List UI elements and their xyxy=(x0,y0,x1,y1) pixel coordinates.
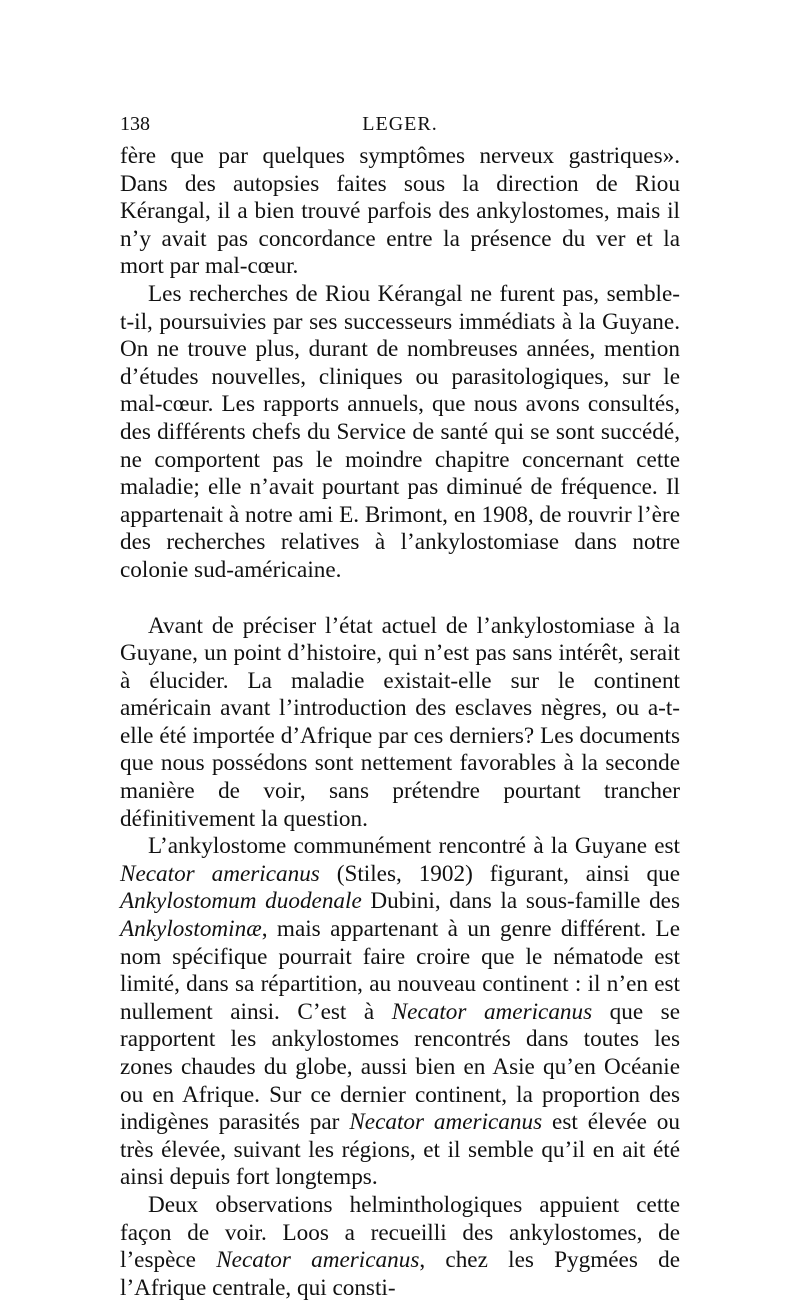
text-run: fère que par quelques symptômes nerveux gastriques». Dans des autopsies faites sous la direction de Riou Kérangal, il a bien trouvé parfois des ankylostomes, mais il n’y avait pas concordance entre la présence du ver et la mort par mal-cœur. xyxy=(120,143,680,280)
text-run: Dubini, dans la sous-famille des xyxy=(361,888,680,915)
text-run: Deux observations helminthologiques appuient cette façon de voir. Loos a recueilli des ankylostomes, de l’espèce xyxy=(120,1191,680,1274)
body-text xyxy=(120,143,680,1302)
paragraph xyxy=(120,1192,680,1302)
italic-text: Ankylostomum duodenale xyxy=(120,888,362,915)
italic-text: Necator americanus xyxy=(391,998,593,1025)
text-run: (Stiles, 1902) figurant, ainsi que xyxy=(319,860,680,887)
paragraph xyxy=(120,143,680,281)
italic-text: Necator americanus xyxy=(216,1247,420,1274)
paragraph xyxy=(120,281,680,585)
text-run: Avant de préciser l’état actuel de l’ankylostomiase à la Guyane, un point d’histoire, qui n’est pas sans intérêt, serait à élucider. La maladie existait-elle sur le continent américain avant l’introduction des esclaves nègres, ou a-t-elle été importée d’Afrique par ces derniers? Les documents que nous possédons sont nettement favorables à la seconde manière de voir, sans prétendre pourtant trancher définitivement la question. xyxy=(120,612,680,832)
text-run: que se rapportent les ankylostomes rencontrés dans toutes les zones chaudes du globe, aussi bien en Asie qu’en Océanie ou en Afrique. Sur ce dernier continent, la proportion des indigènes parasités par xyxy=(120,998,681,1136)
italic-text: Necator americanus xyxy=(120,860,320,887)
running-title: LEGER. xyxy=(362,113,438,135)
text-run: est élevée ou très élevée, suivant les régions, et il semble qu’il en ait été ainsi depuis fort longtemps. xyxy=(120,1109,680,1191)
text-run: Les recherches de Riou Kérangal ne furent pas, semble-t-il, poursuivies par ses successeurs immédiats à la Guyane. On ne trouve plus, durant de nombreuses années, mention d’études nouvelles, cliniques ou parasitologiques, sur le mal-cœur. Les rapports annuels, que nous avons consultés, des différents chefs du Service de santé qui se sont succédé, ne comportent pas le moindre chapitre concernant cette maladie; elle n’avait pourtant pas diminué de fréquence. Il appartenait à notre ami E. Brimont, en 1908, de rouvrir l’ère des recherches relatives à l’ankylostomiase dans notre colonie sud-américaine. xyxy=(120,280,680,583)
italic-text: Necator americanus xyxy=(349,1109,543,1136)
text-run: , chez les Pygmées de l’Afrique centrale, qui consti- xyxy=(120,1247,680,1301)
text-run: L’ankylostome communément rencontré à la Guyane est xyxy=(148,833,680,860)
running-head xyxy=(120,112,680,136)
paragraph xyxy=(120,613,680,834)
text-run: , mais appartenant à un genre différent. Le nom spécifique pourrait faire croire que le nématode est limité, dans sa répartition, au nouveau continent : il n’en est nullement ainsi. C’est à xyxy=(120,916,680,1025)
paragraph xyxy=(120,833,680,1192)
page-number: 138 xyxy=(120,113,150,135)
italic-text: Ankylostominæ xyxy=(120,916,262,943)
